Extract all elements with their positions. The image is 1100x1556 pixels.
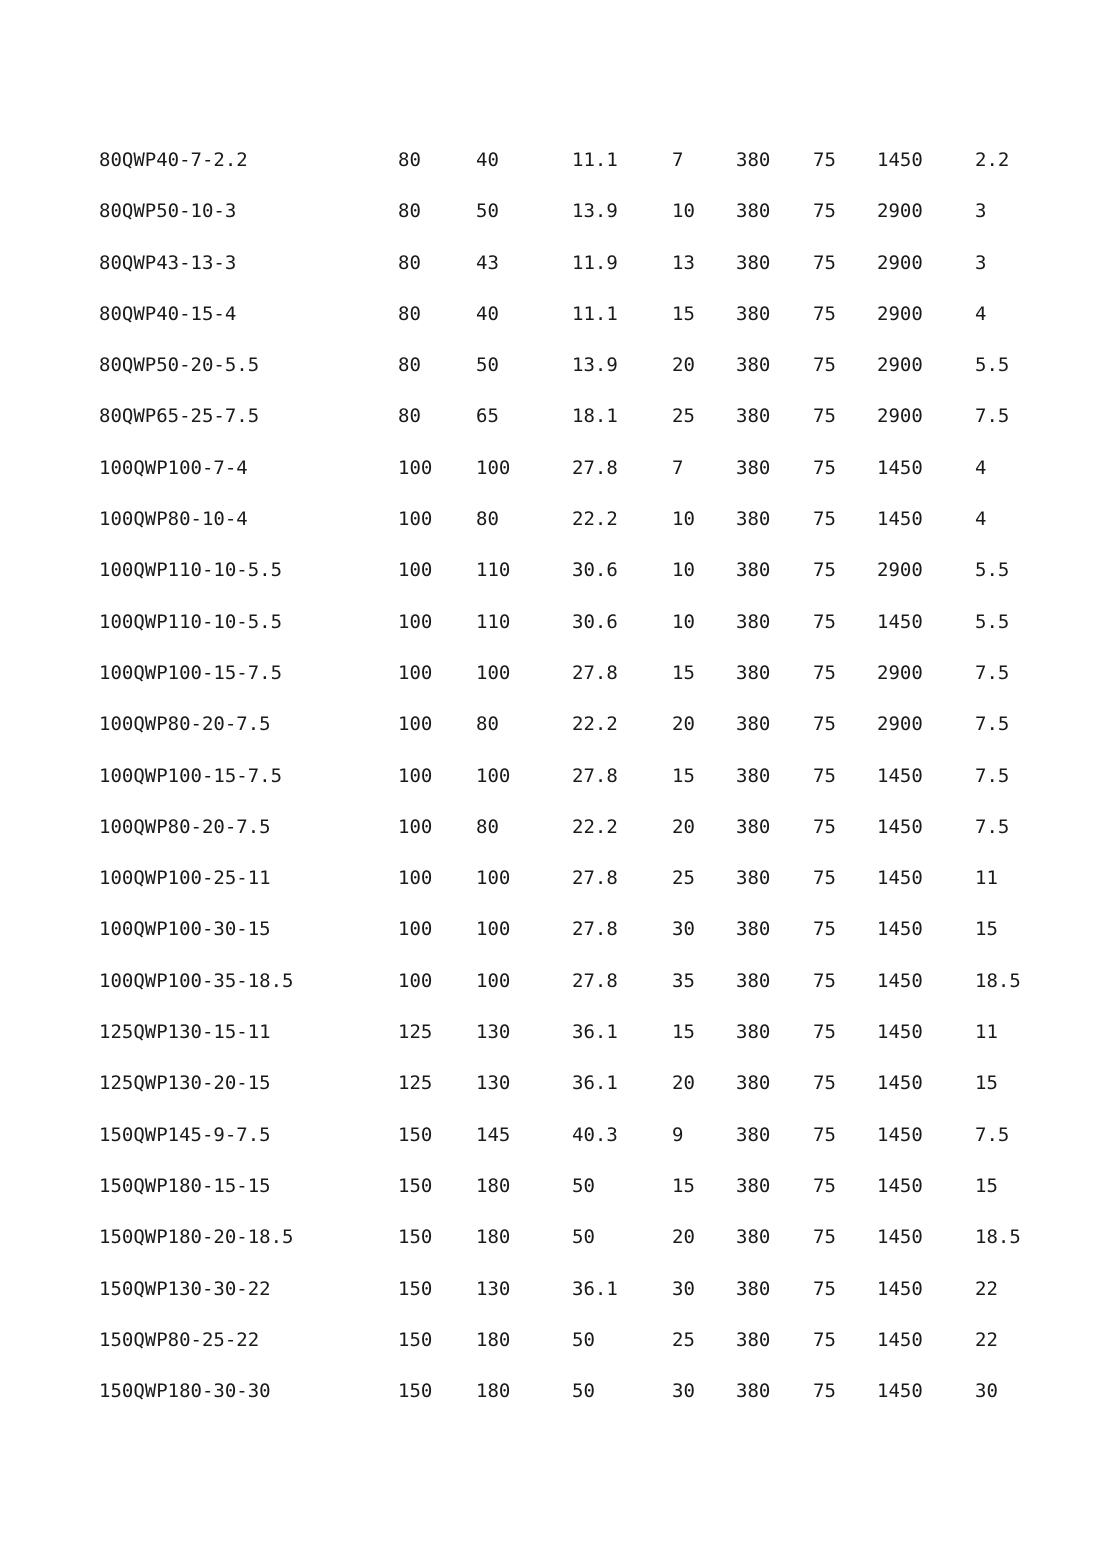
table-row (0, 135, 1100, 186)
cell-col-4: 20 (672, 354, 695, 377)
left-margin-cell (0, 340, 99, 391)
cell-col-3: 27.8 (572, 764, 618, 787)
cell-col-8: 30 (975, 1380, 998, 1403)
cell-col-1: 100 (398, 456, 433, 479)
table-body (0, 135, 1100, 1417)
cell-col-1: 100 (398, 508, 433, 531)
cell-col-1: 80 (398, 302, 421, 325)
left-margin-cell (0, 494, 99, 545)
cell-col-8: 18.5 (975, 969, 1021, 992)
cell-col-1: 125 (398, 1021, 433, 1044)
model-cell: 80QWP40-7-2.2 (99, 149, 248, 171)
table-row (0, 904, 1100, 955)
cell-col-6: 75 (813, 661, 836, 684)
cell-col-3: 30.6 (572, 610, 618, 633)
cell-col-3: 22.2 (572, 508, 618, 531)
cell-col-2: 110 (476, 559, 511, 582)
cell-col-8: 7.5 (975, 661, 1010, 684)
cell-col-3: 11.1 (572, 149, 618, 171)
cell-col-4: 20 (672, 815, 695, 838)
model-cell: 100QWP100-25-11 (99, 867, 271, 890)
cell-col-2: 80 (476, 815, 499, 838)
cell-col-7: 2900 (877, 661, 923, 684)
table-row (0, 238, 1100, 289)
cell-col-3: 36.1 (572, 1277, 618, 1300)
cell-col-3: 36.1 (572, 1021, 618, 1044)
cell-col-7: 1450 (877, 867, 923, 890)
cell-col-5: 380 (736, 559, 771, 582)
cell-col-3: 27.8 (572, 918, 618, 941)
cell-col-4: 25 (672, 1328, 695, 1351)
cell-col-1: 100 (398, 661, 433, 684)
model-cell: 100QWP80-10-4 (99, 508, 248, 531)
left-margin-cell (0, 1366, 99, 1417)
cell-col-2: 180 (476, 1226, 511, 1249)
cell-col-4: 10 (672, 508, 695, 531)
cell-col-5: 380 (736, 918, 771, 941)
cell-col-6: 75 (813, 1072, 836, 1095)
model-cell: 150QWP80-25-22 (99, 1328, 260, 1351)
cell-col-4: 30 (672, 1380, 695, 1403)
cell-col-7: 2900 (877, 251, 923, 274)
cell-col-5: 380 (736, 610, 771, 633)
table-row (0, 340, 1100, 391)
cell-col-3: 11.9 (572, 251, 618, 274)
cell-col-7: 1450 (877, 918, 923, 941)
left-margin-cell (0, 1212, 99, 1263)
cell-col-8: 18.5 (975, 1226, 1021, 1249)
cell-col-6: 75 (813, 508, 836, 531)
table-row (0, 1264, 1100, 1315)
cell-col-4: 9 (672, 1123, 684, 1146)
cell-col-8: 11 (975, 867, 998, 890)
left-margin-cell (0, 802, 99, 853)
cell-col-1: 150 (398, 1328, 433, 1351)
cell-col-4: 30 (672, 1277, 695, 1300)
cell-col-8: 7.5 (975, 764, 1010, 787)
left-margin-cell (0, 699, 99, 750)
left-margin-cell (0, 751, 99, 802)
cell-col-6: 75 (813, 200, 836, 223)
cell-col-1: 150 (398, 1123, 433, 1146)
cell-col-5: 380 (736, 354, 771, 377)
cell-col-4: 13 (672, 251, 695, 274)
model-cell: 150QWP130-30-22 (99, 1277, 271, 1300)
cell-col-5: 380 (736, 1174, 771, 1197)
cell-col-2: 100 (476, 764, 511, 787)
left-margin-cell (0, 853, 99, 904)
cell-col-7: 2900 (877, 354, 923, 377)
cell-col-4: 15 (672, 661, 695, 684)
cell-col-8: 4 (975, 302, 987, 325)
model-cell: 100QWP100-30-15 (99, 918, 271, 941)
cell-col-4: 15 (672, 302, 695, 325)
cell-col-7: 2900 (877, 302, 923, 325)
table-row (0, 751, 1100, 802)
table-row (0, 494, 1100, 545)
cell-col-5: 380 (736, 867, 771, 890)
cell-col-6: 75 (813, 302, 836, 325)
left-margin-cell (0, 597, 99, 648)
cell-col-1: 100 (398, 610, 433, 633)
cell-col-5: 380 (736, 1021, 771, 1044)
cell-col-8: 22 (975, 1277, 998, 1300)
cell-col-6: 75 (813, 1277, 836, 1300)
model-cell: 125QWP130-15-11 (99, 1021, 271, 1044)
cell-col-4: 15 (672, 764, 695, 787)
model-cell: 80QWP43-13-3 (99, 251, 237, 274)
cell-col-5: 380 (736, 1328, 771, 1351)
table-row (0, 391, 1100, 442)
cell-col-2: 40 (476, 302, 499, 325)
cell-col-5: 380 (736, 661, 771, 684)
cell-col-3: 27.8 (572, 456, 618, 479)
cell-col-1: 80 (398, 354, 421, 377)
left-margin-cell (0, 238, 99, 289)
cell-col-5: 380 (736, 815, 771, 838)
cell-col-1: 150 (398, 1226, 433, 1249)
model-cell: 100QWP100-35-18.5 (99, 969, 294, 992)
cell-col-3: 11.1 (572, 302, 618, 325)
cell-col-2: 180 (476, 1328, 511, 1351)
cell-col-3: 40.3 (572, 1123, 618, 1146)
cell-col-1: 100 (398, 713, 433, 736)
cell-col-3: 13.9 (572, 354, 618, 377)
cell-col-1: 100 (398, 969, 433, 992)
cell-col-7: 2900 (877, 559, 923, 582)
model-cell: 80QWP65-25-7.5 (99, 405, 260, 428)
cell-col-3: 50 (572, 1328, 595, 1351)
model-cell: 150QWP180-20-18.5 (99, 1226, 294, 1249)
cell-col-7: 1450 (877, 1277, 923, 1300)
cell-col-3: 50 (572, 1174, 595, 1197)
left-margin-cell (0, 904, 99, 955)
cell-col-6: 75 (813, 1380, 836, 1403)
cell-col-6: 75 (813, 405, 836, 428)
cell-col-8: 5.5 (975, 559, 1010, 582)
cell-col-6: 75 (813, 149, 836, 171)
cell-col-5: 380 (736, 251, 771, 274)
cell-col-4: 20 (672, 1072, 695, 1095)
cell-col-3: 50 (572, 1380, 595, 1403)
cell-col-7: 1450 (877, 969, 923, 992)
cell-col-2: 80 (476, 713, 499, 736)
table-row (0, 853, 1100, 904)
cell-col-5: 380 (736, 1380, 771, 1403)
cell-col-7: 1450 (877, 764, 923, 787)
model-cell: 100QWP110-10-5.5 (99, 610, 283, 633)
table-row (0, 802, 1100, 853)
cell-col-6: 75 (813, 764, 836, 787)
left-margin-cell (0, 135, 99, 186)
cell-col-6: 75 (813, 559, 836, 582)
cell-col-4: 10 (672, 200, 695, 223)
table-row (0, 545, 1100, 596)
cell-col-7: 2900 (877, 200, 923, 223)
cell-col-3: 27.8 (572, 661, 618, 684)
cell-col-7: 1450 (877, 1328, 923, 1351)
cell-col-6: 75 (813, 1174, 836, 1197)
cell-col-8: 5.5 (975, 354, 1010, 377)
cell-col-1: 100 (398, 764, 433, 787)
model-cell: 125QWP130-20-15 (99, 1072, 271, 1095)
cell-col-7: 1450 (877, 610, 923, 633)
cell-col-6: 75 (813, 815, 836, 838)
cell-col-4: 10 (672, 610, 695, 633)
cell-col-3: 22.2 (572, 815, 618, 838)
cell-col-3: 27.8 (572, 867, 618, 890)
cell-col-5: 380 (736, 508, 771, 531)
cell-col-6: 75 (813, 969, 836, 992)
cell-col-2: 100 (476, 969, 511, 992)
cell-col-5: 380 (736, 200, 771, 223)
cell-col-1: 100 (398, 559, 433, 582)
cell-col-8: 3 (975, 251, 987, 274)
cell-col-4: 7 (672, 149, 684, 171)
cell-col-4: 20 (672, 713, 695, 736)
cell-col-5: 380 (736, 1123, 771, 1146)
cell-col-7: 1450 (877, 1021, 923, 1044)
left-margin-cell (0, 186, 99, 237)
cell-col-1: 125 (398, 1072, 433, 1095)
table-row (0, 648, 1100, 699)
left-margin-cell (0, 1110, 99, 1161)
cell-col-3: 50 (572, 1226, 595, 1249)
left-margin-cell (0, 443, 99, 494)
cell-col-8: 7.5 (975, 405, 1010, 428)
table-row (0, 1058, 1100, 1109)
cell-col-3: 22.2 (572, 713, 618, 736)
cell-col-8: 7.5 (975, 713, 1010, 736)
cell-col-4: 35 (672, 969, 695, 992)
left-margin-cell (0, 391, 99, 442)
cell-col-2: 110 (476, 610, 511, 633)
cell-col-6: 75 (813, 918, 836, 941)
table-row (0, 186, 1100, 237)
cell-col-1: 150 (398, 1277, 433, 1300)
left-margin-cell (0, 1161, 99, 1212)
cell-col-2: 65 (476, 405, 499, 428)
cell-col-2: 100 (476, 918, 511, 941)
cell-col-7: 1450 (877, 1123, 923, 1146)
cell-col-2: 130 (476, 1021, 511, 1044)
cell-col-6: 75 (813, 713, 836, 736)
cell-col-5: 380 (736, 1072, 771, 1095)
cell-col-4: 25 (672, 405, 695, 428)
cell-col-4: 15 (672, 1174, 695, 1197)
cell-col-5: 380 (736, 764, 771, 787)
cell-col-2: 145 (476, 1123, 511, 1146)
cell-col-1: 80 (398, 200, 421, 223)
cell-col-5: 380 (736, 1277, 771, 1300)
cell-col-2: 100 (476, 661, 511, 684)
model-cell: 80QWP50-20-5.5 (99, 354, 260, 377)
cell-col-3: 18.1 (572, 405, 618, 428)
table-row (0, 1110, 1100, 1161)
table-row (0, 1007, 1100, 1058)
left-margin-cell (0, 1264, 99, 1315)
cell-col-7: 1450 (877, 815, 923, 838)
cell-col-5: 380 (736, 149, 771, 171)
cell-col-8: 7.5 (975, 1123, 1010, 1146)
cell-col-8: 3 (975, 200, 987, 223)
model-cell: 100QWP100-7-4 (99, 456, 248, 479)
cell-col-2: 43 (476, 251, 499, 274)
cell-col-8: 5.5 (975, 610, 1010, 633)
model-cell: 150QWP145-9-7.5 (99, 1123, 271, 1146)
pump-spec-table (0, 135, 1100, 1417)
cell-col-7: 1450 (877, 1072, 923, 1095)
left-margin-cell (0, 648, 99, 699)
left-margin-cell (0, 1058, 99, 1109)
left-margin-cell (0, 1007, 99, 1058)
cell-col-1: 100 (398, 815, 433, 838)
model-cell: 100QWP100-15-7.5 (99, 661, 283, 684)
table-row (0, 1161, 1100, 1212)
cell-col-7: 1450 (877, 149, 923, 171)
cell-col-1: 100 (398, 918, 433, 941)
cell-col-7: 1450 (877, 508, 923, 531)
cell-col-6: 75 (813, 1328, 836, 1351)
table-row (0, 289, 1100, 340)
cell-col-2: 50 (476, 200, 499, 223)
cell-col-6: 75 (813, 610, 836, 633)
model-cell: 80QWP40-15-4 (99, 302, 237, 325)
cell-col-3: 27.8 (572, 969, 618, 992)
left-margin-cell (0, 956, 99, 1007)
table-row (0, 1212, 1100, 1263)
cell-col-2: 100 (476, 867, 511, 890)
cell-col-6: 75 (813, 1226, 836, 1249)
cell-col-3: 13.9 (572, 200, 618, 223)
cell-col-5: 380 (736, 456, 771, 479)
cell-col-6: 75 (813, 1123, 836, 1146)
cell-col-2: 130 (476, 1072, 511, 1095)
cell-col-4: 25 (672, 867, 695, 890)
cell-col-1: 100 (398, 867, 433, 890)
cell-col-2: 40 (476, 149, 499, 171)
table-row (0, 597, 1100, 648)
model-cell: 150QWP180-30-30 (99, 1380, 271, 1403)
cell-col-1: 80 (398, 251, 421, 274)
cell-col-3: 30.6 (572, 559, 618, 582)
table-row (0, 1315, 1100, 1366)
cell-col-4: 7 (672, 456, 684, 479)
model-cell: 80QWP50-10-3 (99, 200, 237, 223)
cell-col-8: 15 (975, 918, 998, 941)
cell-col-6: 75 (813, 1021, 836, 1044)
cell-col-7: 2900 (877, 713, 923, 736)
cell-col-2: 50 (476, 354, 499, 377)
cell-col-8: 7.5 (975, 815, 1010, 838)
cell-col-8: 11 (975, 1021, 998, 1044)
left-margin-cell (0, 1315, 99, 1366)
cell-col-7: 1450 (877, 1380, 923, 1403)
cell-col-5: 380 (736, 713, 771, 736)
cell-col-8: 22 (975, 1328, 998, 1351)
cell-col-1: 150 (398, 1380, 433, 1403)
model-cell: 100QWP80-20-7.5 (99, 713, 271, 736)
cell-col-5: 380 (736, 405, 771, 428)
cell-col-4: 10 (672, 559, 695, 582)
cell-col-6: 75 (813, 867, 836, 890)
cell-col-1: 150 (398, 1174, 433, 1197)
table-row (0, 443, 1100, 494)
table-row (0, 699, 1100, 750)
cell-col-2: 130 (476, 1277, 511, 1300)
cell-col-6: 75 (813, 354, 836, 377)
cell-col-8: 15 (975, 1174, 998, 1197)
cell-col-2: 180 (476, 1174, 511, 1197)
cell-col-6: 75 (813, 251, 836, 274)
cell-col-8: 4 (975, 508, 987, 531)
table-row (0, 1366, 1100, 1417)
cell-col-8: 15 (975, 1072, 998, 1095)
cell-col-7: 1450 (877, 1226, 923, 1249)
cell-col-2: 100 (476, 456, 511, 479)
cell-col-7: 1450 (877, 456, 923, 479)
cell-col-8: 2.2 (975, 149, 1010, 171)
cell-col-5: 380 (736, 1226, 771, 1249)
cell-col-7: 2900 (877, 405, 923, 428)
model-cell: 100QWP100-15-7.5 (99, 764, 283, 787)
model-cell: 150QWP180-15-15 (99, 1174, 271, 1197)
cell-col-1: 80 (398, 405, 421, 428)
model-cell: 100QWP110-10-5.5 (99, 559, 283, 582)
left-margin-cell (0, 545, 99, 596)
cell-col-5: 380 (736, 969, 771, 992)
cell-col-5: 380 (736, 302, 771, 325)
cell-col-3: 36.1 (572, 1072, 618, 1095)
cell-col-4: 30 (672, 918, 695, 941)
cell-col-4: 15 (672, 1021, 695, 1044)
left-margin-cell (0, 289, 99, 340)
model-cell: 100QWP80-20-7.5 (99, 815, 271, 838)
table-row (0, 956, 1100, 1007)
cell-col-6: 75 (813, 456, 836, 479)
cell-col-4: 20 (672, 1226, 695, 1249)
cell-col-2: 80 (476, 508, 499, 531)
cell-col-7: 1450 (877, 1174, 923, 1197)
cell-col-1: 80 (398, 149, 421, 171)
cell-col-8: 4 (975, 456, 987, 479)
cell-col-2: 180 (476, 1380, 511, 1403)
